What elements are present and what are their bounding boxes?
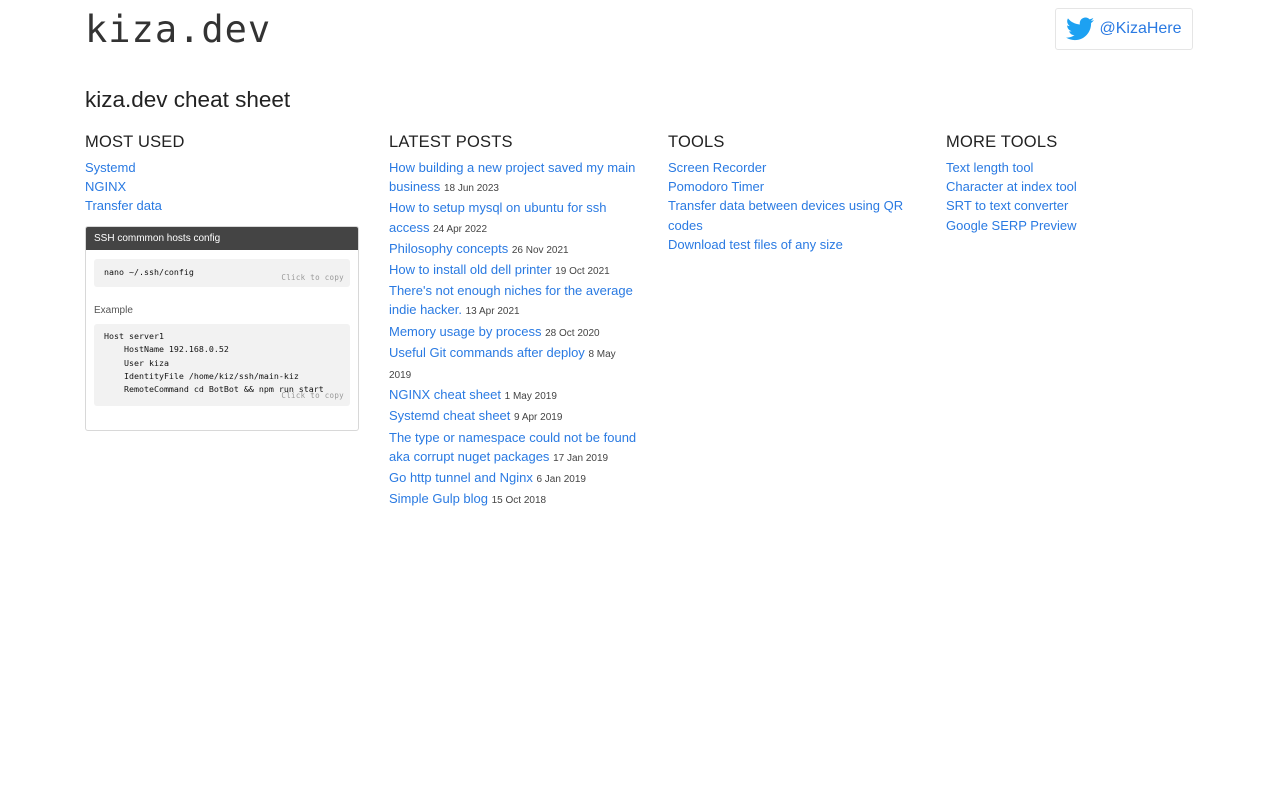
post-date: 13 Apr 2021 — [465, 306, 520, 318]
post-date: 8 May 2019 — [389, 348, 616, 382]
list-item — [389, 158, 639, 198]
list-item — [668, 196, 908, 234]
list-item — [668, 177, 908, 196]
command-text: nano ~/.ssh/config — [104, 267, 194, 277]
tool-link-serp-preview[interactable]: Google SERP Preview — [946, 217, 1077, 233]
most-used-heading: MOST USED — [85, 133, 185, 151]
list-item — [946, 196, 1186, 215]
list-item — [946, 177, 1186, 196]
post-date: 1 May 2019 — [504, 391, 557, 403]
most-used-link-transfer-data[interactable]: Transfer data — [85, 198, 162, 214]
ssh-config-card — [85, 226, 359, 431]
card-title: SSH commmon hosts config — [86, 227, 358, 250]
example-label: Example — [94, 305, 133, 316]
more-tools-heading: MORE TOOLS — [946, 133, 1058, 151]
tools-list — [668, 158, 908, 254]
most-used-link-systemd[interactable]: Systemd — [85, 160, 136, 175]
post-date: 19 Oct 2021 — [555, 266, 610, 278]
tool-link-test-files[interactable]: Download test files of any size — [668, 236, 843, 252]
list-item — [389, 281, 639, 321]
latest-posts-section — [389, 133, 639, 510]
post-link[interactable]: Simple Gulp blog — [389, 491, 488, 507]
list-item — [85, 196, 359, 215]
page-title: kiza.dev cheat sheet — [85, 87, 291, 112]
post-date: 9 Apr 2019 — [514, 412, 563, 424]
most-used-list — [85, 158, 359, 216]
more-tools-list — [946, 158, 1186, 235]
tool-link-qr-transfer[interactable]: Transfer data between devices using QR codes — [668, 198, 904, 233]
list-item — [946, 158, 1186, 177]
post-date: 28 Oct 2020 — [545, 327, 600, 339]
list-item — [389, 406, 639, 427]
twitter-handle: @KizaHere — [1099, 20, 1182, 37]
most-used-section — [85, 133, 359, 216]
more-tools-section — [946, 133, 1186, 235]
tools-section — [668, 133, 908, 254]
tool-link-pomodoro-timer[interactable]: Pomodoro Timer — [668, 179, 765, 195]
list-item — [389, 428, 639, 468]
list-item — [389, 468, 639, 489]
post-link[interactable]: Go http tunnel and Nginx — [389, 470, 533, 486]
command-code-block[interactable] — [94, 259, 350, 287]
tool-link-srt-to-text[interactable]: SRT to text converter — [946, 198, 1069, 214]
post-date: 17 Jan 2019 — [553, 452, 609, 464]
post-link[interactable]: Philosophy concepts — [389, 240, 509, 256]
list-item — [389, 489, 639, 510]
list-item — [85, 177, 359, 196]
list-item — [389, 343, 639, 385]
latest-posts-heading: LATEST POSTS — [389, 133, 513, 151]
tool-link-text-length[interactable]: Text length tool — [946, 160, 1034, 175]
post-link[interactable]: The type or namespace could not be found aka corrupt nuget packages — [389, 429, 637, 464]
twitter-bird-icon — [1066, 17, 1094, 41]
list-item — [389, 260, 639, 281]
post-link[interactable]: How to setup mysql on ubuntu for ssh access — [389, 200, 607, 235]
latest-posts-list — [389, 158, 639, 510]
post-date: 18 Jun 2023 — [443, 183, 499, 195]
example-code-block[interactable] — [94, 324, 350, 406]
tool-link-character-at-index[interactable]: Character at index tool — [946, 179, 1077, 195]
tool-link-screen-recorder[interactable]: Screen Recorder — [668, 160, 767, 175]
list-item — [946, 216, 1186, 235]
post-link[interactable]: Memory usage by process — [389, 323, 542, 339]
post-date: 26 Nov 2021 — [511, 244, 569, 256]
site-logo[interactable]: kiza.dev — [85, 8, 272, 51]
list-item — [389, 239, 639, 260]
post-date: 6 Jan 2019 — [536, 474, 586, 486]
list-item — [389, 322, 639, 343]
list-item — [389, 385, 639, 406]
example-copy-button[interactable]: Click to copy — [281, 391, 344, 400]
example-code-text: Host server1 HostName 192.168.0.52 User kiza IdentityFile /home/kiz/ssh/main-kiz RemoteCommand cd BotBot && npm run start — [104, 331, 324, 395]
twitter-link[interactable] — [1055, 8, 1193, 50]
post-date: 24 Apr 2022 — [433, 223, 488, 235]
post-link[interactable]: Useful Git commands after deploy — [389, 344, 585, 360]
most-used-link-nginx[interactable]: NGINX — [85, 179, 127, 195]
list-item — [389, 198, 639, 238]
list-item — [85, 158, 359, 177]
list-item — [668, 158, 908, 177]
tools-heading: TOOLS — [668, 133, 725, 151]
list-item — [668, 235, 908, 254]
post-date: 15 Oct 2018 — [491, 495, 547, 507]
copy-button[interactable]: Click to copy — [281, 273, 344, 282]
post-link[interactable]: Systemd cheat sheet — [389, 408, 511, 424]
post-link[interactable]: There's not enough niches for the average indie hacker. — [389, 283, 633, 318]
post-link[interactable]: NGINX cheat sheet — [389, 387, 501, 403]
post-link[interactable]: How building a new project saved my main business — [389, 160, 636, 195]
post-link[interactable]: How to install old dell printer — [389, 262, 552, 278]
